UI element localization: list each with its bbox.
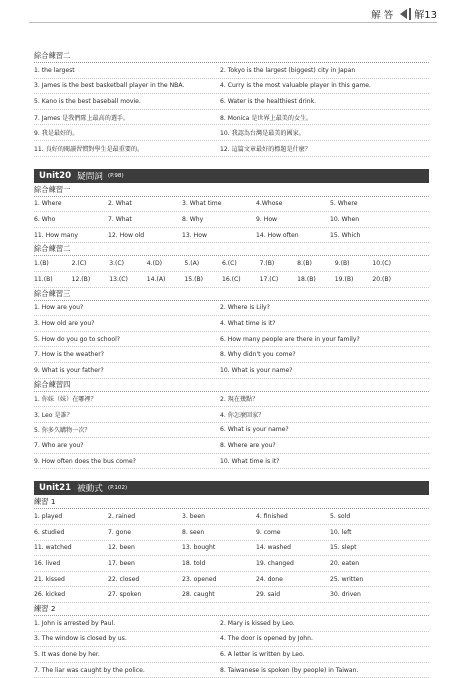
subtitle-text: 綜合練習二 (34, 51, 71, 60)
answer-item: 3. been (182, 513, 205, 521)
answer-item: 25. written (330, 575, 364, 583)
answer-row (34, 616, 429, 632)
answer-item: 5. 你多久購物一次？ (34, 427, 91, 435)
answer-item: 2. What (108, 200, 132, 208)
subtitle-text: 綜合練習四 (34, 379, 71, 389)
answer-item: 6. Water is the healthiest drink. (220, 97, 317, 105)
section-subtitle (34, 497, 429, 509)
answer-item: 9. How often does the bus come? (34, 457, 136, 465)
answer-item: 30. driven (330, 591, 361, 599)
answer-row (34, 79, 429, 95)
answer-row (34, 392, 429, 408)
answer-item: 3. James is the best basketball player in the NBA. (34, 82, 185, 90)
answer-item: 6.(C) (221, 260, 237, 268)
answer-row (34, 423, 429, 439)
answer-item: 1.(B) (34, 260, 49, 268)
answer-item: 19. changed (256, 560, 294, 568)
answer-item: 9. What is your father? (34, 366, 104, 374)
answer-item: 6. How many people are there in your family? (220, 335, 360, 343)
answer-row (34, 94, 429, 110)
answer-item: 3. Leo 是誰？ (34, 411, 73, 419)
answer-item: 4.(D) (146, 260, 163, 268)
answer-item: 4. finished (256, 513, 288, 521)
answer-item: 29. said (256, 591, 281, 599)
answer-item: 7. gone (108, 528, 131, 536)
answer-item: 26. kicked (34, 591, 66, 599)
answer-item: 1. How are you? (34, 304, 84, 312)
header-rule (29, 22, 437, 23)
answer-row (34, 509, 429, 525)
answer-item: 28. caught (182, 591, 215, 599)
answer-row (34, 647, 429, 663)
triangle-marker-icon (400, 9, 407, 19)
answer-item: 10. left (330, 528, 352, 536)
answer-item: 4.Whose (256, 200, 283, 208)
answer-item: 2. Where is Lily? (220, 304, 270, 312)
answer-item: 1. Where (34, 200, 62, 208)
answer-item: 13. bought (182, 544, 216, 552)
answer-item: 7. Who are you? (34, 442, 84, 450)
answer-item: 11.(B) (34, 275, 53, 283)
answer-item: 2. Tokyo is the largest (biggest) city in Japan (220, 66, 356, 74)
answer-item: 9.(B) (334, 260, 350, 268)
subtitle-text: 綜合練習二 (34, 244, 71, 254)
answer-item: 1. played (34, 513, 63, 521)
answer-item: 10. 我認為台灣是最美的國家。 (220, 130, 305, 138)
answer-item: 5. How do you go to school? (34, 335, 121, 343)
unit-title: 被動式 (77, 484, 103, 495)
answer-item: 4. The door is opened by John. (220, 635, 313, 643)
answer-item: 3. The window is closed by us. (34, 635, 127, 643)
answer-item: 11. How many (34, 231, 78, 239)
answer-item: 14.(A) (146, 275, 166, 283)
answer-item: 21. kissed (34, 575, 65, 583)
answer-item: 12. been (108, 544, 135, 552)
answer-item: 2. 現在幾點？ (220, 396, 259, 404)
answer-item: 14. washed (256, 544, 292, 552)
answer-item: 15.(B) (184, 275, 204, 283)
answer-item: 15. slept (330, 544, 357, 552)
answer-item: 7.(B) (259, 260, 275, 268)
unit-header (34, 169, 429, 183)
answer-item: 6. What is your name? (220, 426, 289, 434)
answer-item: 13.(C) (109, 275, 128, 283)
answer-row (34, 125, 429, 141)
section-subtitle (34, 185, 429, 197)
section-subtitle (34, 51, 429, 63)
answer-item: 27. spoken (108, 591, 142, 599)
unit-header (34, 481, 429, 495)
answer-item: 14. How often (256, 231, 299, 239)
answer-item: 8. Why (182, 215, 204, 223)
answer-item: 6. Who (34, 215, 56, 223)
answer-item: 5.(A) (184, 260, 200, 268)
answer-item: 20. eaten (330, 560, 360, 568)
answer-item: 20.(B) (372, 275, 391, 283)
answer-row (34, 407, 429, 423)
answer-row (34, 525, 429, 541)
answer-item: 1. John is arrested by Paul. (34, 619, 116, 627)
answer-item: 12.(B) (71, 275, 91, 283)
answer-item: 7. What (108, 215, 132, 223)
unit-page-ref: (P.98) (107, 172, 124, 179)
answer-item: 8. seen (182, 528, 205, 536)
answer-item: 7. The liar was caught by the police. (34, 666, 145, 674)
answer-item: 19.(B) (334, 275, 354, 283)
answer-item: 13. How (182, 231, 207, 239)
answer-item: 8. Why didn't you come? (220, 351, 296, 359)
section-subtitle (34, 604, 429, 616)
unit-page-ref: (P.102) (107, 485, 128, 492)
answer-item: 4. What time is it? (220, 319, 276, 327)
answer-item: 7. James 是我們隊上最高的選手。 (34, 114, 130, 122)
answer-row (34, 632, 429, 648)
section-subtitle (34, 380, 429, 392)
subtitle-text: 練習 2 (34, 604, 56, 614)
answer-item: 5. It was done by her. (34, 651, 100, 659)
answer-row (34, 272, 429, 288)
answer-row (34, 556, 429, 572)
answer-item: 10. What time is it? (220, 457, 280, 465)
answer-row (34, 316, 429, 332)
answer-item: 18. told (182, 560, 206, 568)
answer-item: 5. Kano is the best baseball movie. (34, 97, 141, 105)
answer-item: 11. 良好的閱讀習慣對學生是最重要的。 (34, 145, 144, 153)
answer-row (34, 212, 429, 228)
answer-item: 10.(C) (372, 260, 392, 268)
answer-row (34, 347, 429, 363)
answer-row (34, 332, 429, 348)
answer-row (34, 454, 429, 470)
answer-item: 24. done (256, 575, 283, 583)
answer-item: 7. How is the weather? (34, 351, 104, 359)
answer-row (34, 256, 429, 272)
answer-item: 22. closed (108, 575, 140, 583)
answer-item: 3. How old are you? (34, 319, 95, 327)
subtitle-text: 綜合練習三 (34, 288, 71, 298)
answer-item: 5. Where (330, 200, 358, 208)
answer-item: 6. studied (34, 528, 65, 536)
answer-item: 8. Where are you? (220, 442, 276, 450)
answer-row (34, 141, 429, 157)
answer-item: 8. Monica 是世界上最美的女生。 (220, 114, 313, 122)
answer-item: 15. Which (330, 231, 361, 239)
answer-row (34, 301, 429, 317)
unit-title: 疑問詞 (77, 171, 103, 182)
section-subtitle (34, 244, 429, 256)
unit-code: Unit20 (39, 170, 72, 181)
answer-item: 1. the largest (34, 66, 75, 74)
subtitle-text: 綜合練習一 (34, 184, 71, 194)
answer-item: 17. been (108, 560, 135, 568)
answer-item: 18.(B) (297, 275, 316, 283)
answer-item: 16. lived (34, 560, 61, 568)
answer-item: 4. 你怎麼回家？ (220, 411, 265, 419)
answer-item: 10. What is your name? (220, 366, 293, 374)
answer-item: 11. watched (34, 544, 72, 552)
page-number: 解13 (414, 10, 437, 21)
answer-row (34, 363, 429, 379)
answer-item: 2.(C) (71, 260, 87, 268)
answer-item: 3. What time (182, 200, 222, 208)
answer-item: 12. 這篇文章最好的標題是什麼？ (220, 145, 311, 153)
answer-row (34, 587, 429, 603)
answer-item: 5. sold (330, 513, 351, 521)
section-subtitle (34, 289, 429, 301)
answer-row (34, 63, 429, 79)
answer-item: 12. How old (108, 231, 145, 239)
answer-item: 1. 你妹（妹）在哪裡？ (34, 396, 97, 404)
answer-row (34, 228, 429, 244)
answer-item: 2. rained (108, 513, 136, 521)
subtitle-text: 練習 1 (34, 497, 56, 507)
unit-code: Unit21 (39, 483, 72, 494)
answer-item: 8. Taiwanese is spoken (by people) in Taiwan. (220, 666, 359, 674)
answer-item: 9. How (256, 215, 278, 223)
answer-row (34, 572, 429, 588)
divider-bar (409, 8, 411, 20)
answer-row (34, 438, 429, 454)
answer-item: 23. opened (182, 575, 217, 583)
answer-item: 9. come (256, 528, 281, 536)
answer-item: 4. Curry is the most valuable player in this game. (220, 82, 371, 90)
answer-content (34, 50, 429, 678)
answer-item: 10. When (330, 215, 360, 223)
answer-item: 8.(B) (297, 260, 312, 268)
answer-row (34, 541, 429, 557)
answer-item: 2. Mary is kissed by Leo. (220, 619, 295, 627)
answer-row (34, 110, 429, 126)
answer-item: 6. A letter is written by Leo. (220, 651, 305, 659)
answer-row (34, 663, 429, 678)
answer-row (34, 197, 429, 213)
header-label: 解答 (371, 9, 397, 21)
answer-item: 9. 我是最好的。 (34, 130, 79, 138)
answer-item: 3.(C) (109, 260, 125, 268)
answer-item: 17.(C) (259, 275, 279, 283)
page-header (371, 6, 437, 21)
answer-item: 16.(C) (221, 275, 241, 283)
